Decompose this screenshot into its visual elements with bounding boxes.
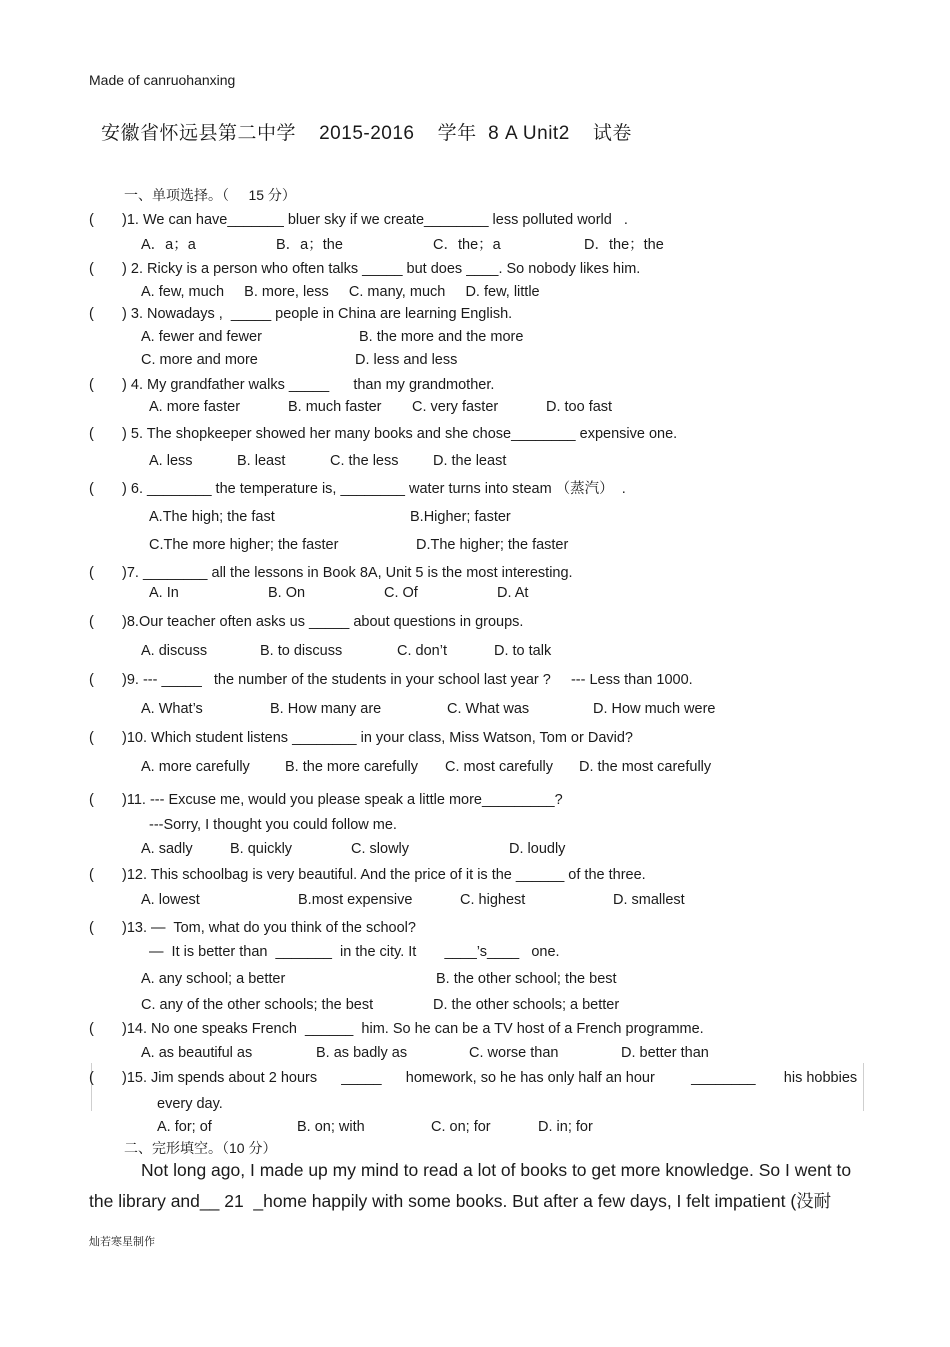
question-11: ( )11. --- Excuse me, would you please speak a little more_________? [89, 792, 563, 808]
question-7: ( )7. ________ all the lessons in Book 8A, Unit 5 is the most interesting. [89, 565, 573, 581]
q15-option-b: B. on; with [297, 1119, 365, 1135]
q8-option-b: B. to discuss [260, 643, 343, 659]
q13-option-a: A. any school; a better [141, 971, 286, 987]
q5-option-a: A. less [149, 453, 193, 469]
q3-option-b: B. the more and the more [359, 329, 524, 345]
q11-option-d: D. loudly [509, 841, 566, 857]
question-1: ( )1. We can have_______ bluer sky if we create________ less polluted world . [89, 212, 628, 228]
q8-option-c: C. don’t [397, 643, 447, 659]
q3-option-a: A. fewer and fewer [141, 329, 262, 345]
q14-option-a: A. as beautiful as [141, 1045, 253, 1061]
q6-option-b: B.Higher; faster [410, 509, 511, 525]
q13-dialogue-reply: — It is better than _______ in the city. It ____’s____ one. [149, 944, 560, 960]
q13-option-d: D. the other schools; a better [433, 997, 620, 1013]
question-12: ( )12. This schoolbag is very beautiful. And the price of it is the ______ of the three. [89, 867, 646, 883]
header-note: Made of canruohanxing [89, 72, 236, 88]
question-6: ( ) 6. ________ the temperature is, ________ water turns into steam （蒸汽） . [89, 481, 626, 497]
q4-option-d: D. too fast [546, 399, 613, 415]
question-2: ( ) 2. Ricky is a person who often talks _____ but does ____. So nobody likes him. [89, 261, 641, 277]
q8-option-d: D. to talk [494, 643, 552, 659]
q10-option-d: D. the most carefully [579, 759, 712, 775]
q1-option-d: D．the；the [584, 237, 664, 253]
section-heading-cloze: 二、完形填空。（10 分） [124, 1140, 277, 1156]
q4-option-c: C. very faster [412, 399, 499, 415]
question-13: ( )13. — Tom, what do you think of the school? [89, 920, 416, 936]
q11-option-a: A. sadly [141, 841, 193, 857]
q14-option-d: D. better than [621, 1045, 709, 1061]
passage-line-1: Not long ago, I made up my mind to read a lot of books to get more knowledge. So I went to [141, 1160, 852, 1180]
q12-option-b: B.most expensive [298, 892, 413, 908]
q5-option-d: D. the least [433, 453, 507, 469]
question-10: ( )10. Which student listens ________ in your class, Miss Watson, Tom or David? [89, 730, 633, 746]
q15-continuation: every day. [157, 1096, 223, 1112]
q9-option-d: D. How much were [593, 701, 716, 717]
q11-dialogue-reply: ---Sorry, I thought you could follow me. [149, 817, 397, 833]
question-8: ( )8.Our teacher often asks us _____ about questions in groups. [89, 614, 524, 630]
q7-option-b: B. On [268, 585, 306, 601]
q15-option-a: A. for; of [157, 1119, 212, 1135]
q11-option-c: C. slowly [351, 841, 410, 857]
q12-option-c: C. highest [460, 892, 526, 908]
q3-option-c: C. more and more [141, 352, 258, 368]
q13-option-b: B. the other school; the best [436, 971, 617, 987]
q6-option-c: C.The more higher; the faster [149, 537, 339, 553]
q15-option-d: D. in; for [538, 1119, 593, 1135]
q15-option-c: C. on; for [431, 1119, 491, 1135]
q9-option-a: A. What’s [141, 701, 203, 717]
q7-option-c: C. Of [384, 585, 418, 601]
q4-option-a: A. more faster [149, 399, 241, 415]
q1-option-b: B．a；the [276, 237, 343, 253]
q6-option-a: A.The high; the fast [149, 509, 275, 525]
section-heading-choice: 一、单项选择。（ 15 分） [124, 187, 296, 203]
question-9: ( )9. --- _____ the number of the students in your school last year ? --- Less than 1000. [89, 672, 693, 688]
q2-options: A. few, much B. more, less C. many, much D. few, little [141, 284, 540, 300]
margin-rule-right [863, 1063, 864, 1111]
q14-option-b: B. as badly as [316, 1045, 408, 1061]
q6-option-d: D.The higher; the faster [416, 537, 569, 553]
q1-option-a: A．a；a [141, 237, 196, 253]
question-5: ( ) 5. The shopkeeper showed her many books and she chose________ expensive one. [89, 426, 678, 442]
q13-option-c: C. any of the other schools; the best [141, 997, 374, 1013]
q4-option-b: B. much faster [288, 399, 382, 415]
q5-option-b: B. least [237, 453, 286, 469]
q9-option-c: C. What was [447, 701, 530, 717]
q1-option-c: C．the；a [433, 237, 501, 253]
q3-option-d: D. less and less [355, 352, 458, 368]
page-title: 安徽省怀远县第二中学 2015-2016 学年 8 A Unit2 试卷 [101, 123, 632, 144]
q14-option-c: C. worse than [469, 1045, 559, 1061]
q7-option-a: A. In [149, 585, 179, 601]
q12-option-a: A. lowest [141, 892, 200, 908]
question-3: ( ) 3. Nowadays , _____ people in China are learning English. [89, 306, 513, 322]
q12-option-d: D. smallest [613, 892, 685, 908]
q10-option-a: A. more carefully [141, 759, 250, 775]
q9-option-b: B. How many are [270, 701, 382, 717]
question-14: ( )14. No one speaks French ______ him. So he can be a TV host of a French programme. [89, 1021, 704, 1037]
q11-option-b: B. quickly [230, 841, 293, 857]
footer-credit: 灿若寒星制作 [89, 1236, 155, 1248]
q10-option-b: B. the more carefully [285, 759, 418, 775]
question-15: ( )15. Jim spends about 2 hours _____ homework, so he has only half an hour ________ his hobbies [89, 1070, 858, 1086]
q5-option-c: C. the less [330, 453, 399, 469]
question-4: ( ) 4. My grandfather walks _____ than my grandmother. [89, 377, 495, 393]
q7-option-d: D. At [497, 585, 529, 601]
q8-option-a: A. discuss [141, 643, 208, 659]
passage-line-2: the library and__ 21 _home happily with some books. But after a few days, I felt impatient (没耐 [89, 1191, 832, 1211]
q10-option-c: C. most carefully [445, 759, 553, 775]
